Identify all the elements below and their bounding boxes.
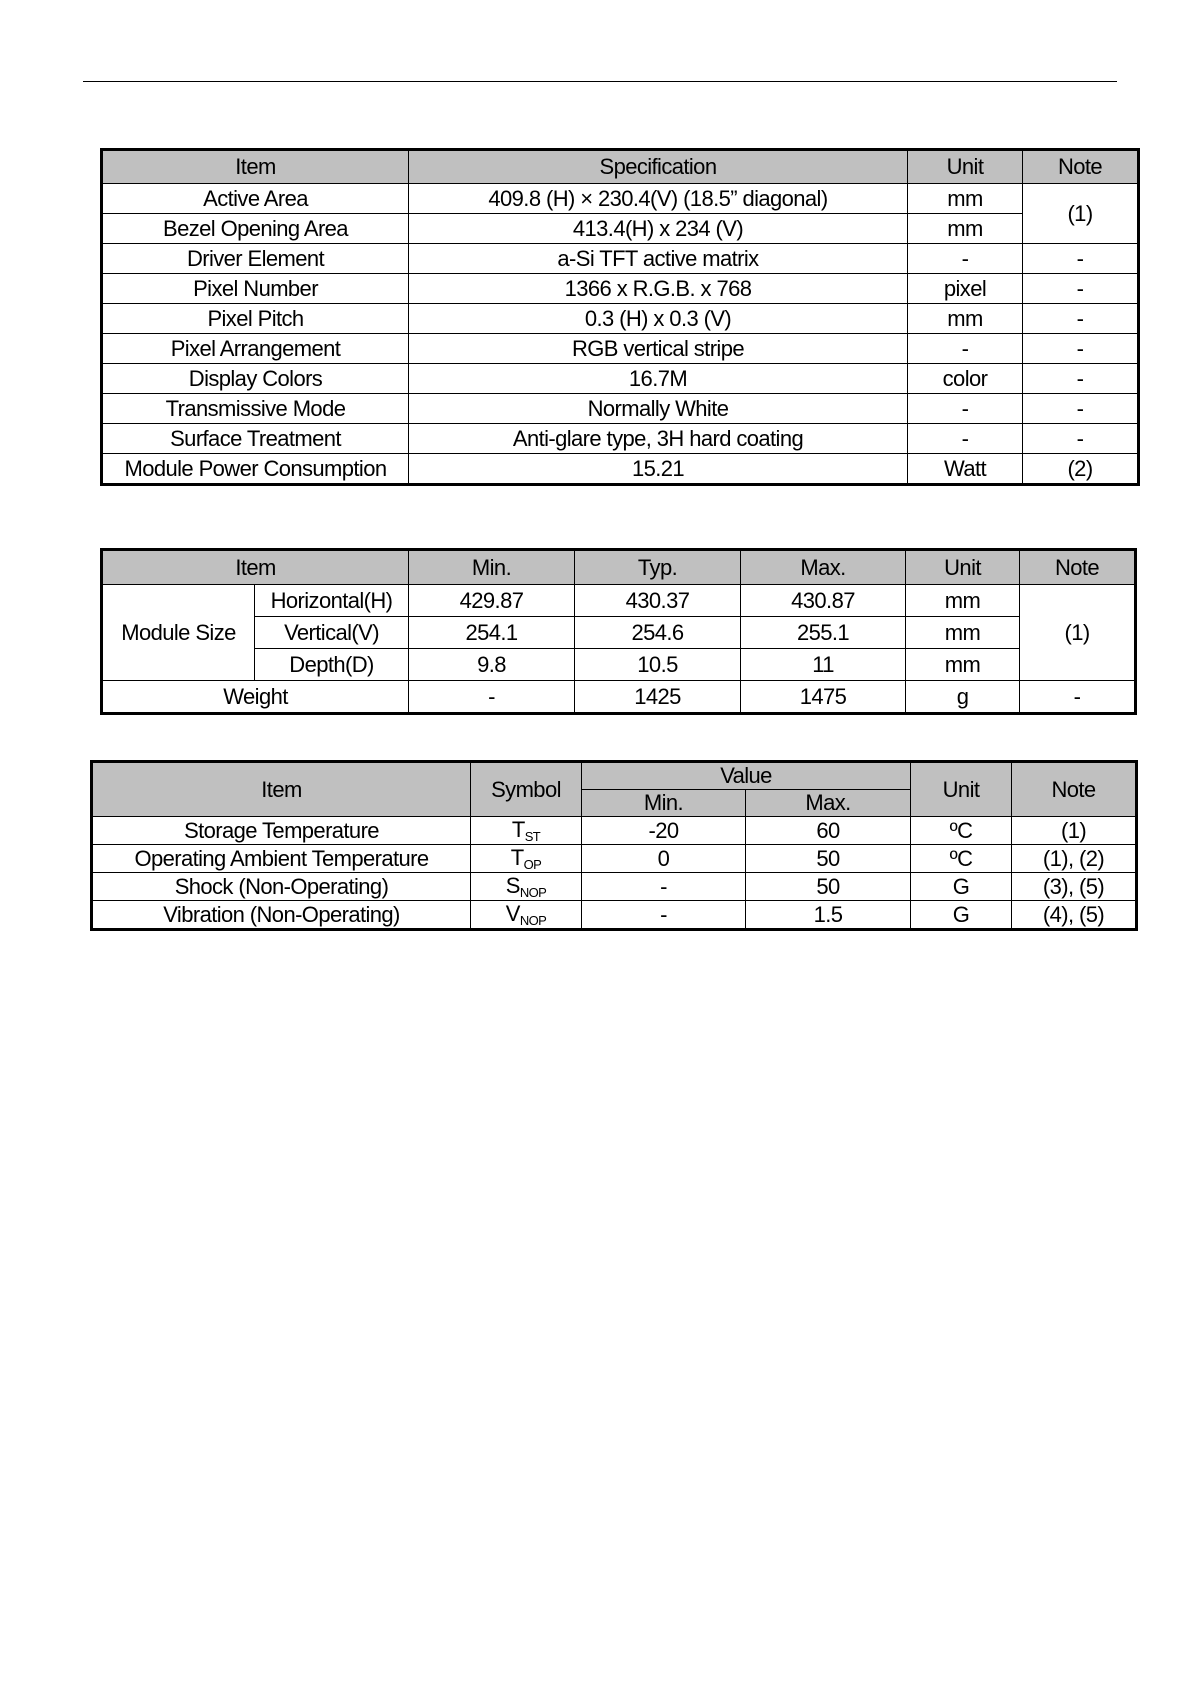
cell: 0 bbox=[582, 845, 746, 873]
cell: Bezel Opening Area bbox=[102, 214, 409, 244]
header-cell: Min. bbox=[409, 550, 575, 585]
cell: - bbox=[1023, 244, 1139, 274]
table-header-row bbox=[92, 762, 1137, 790]
header-cell: Unit bbox=[908, 150, 1023, 184]
group-note: (1) bbox=[1020, 585, 1136, 681]
cell: Normally White bbox=[409, 394, 908, 424]
cell: a-Si TFT active matrix bbox=[409, 244, 908, 274]
cell: Module Power Consumption bbox=[102, 454, 409, 485]
symbol-cell bbox=[471, 901, 582, 930]
table-row bbox=[102, 394, 1139, 424]
cell: 10.5 bbox=[575, 649, 741, 681]
symbol-cell bbox=[471, 817, 582, 845]
cell: - bbox=[1023, 394, 1139, 424]
table-row bbox=[102, 244, 1139, 274]
cell: color bbox=[908, 364, 1023, 394]
cell: (1) bbox=[1023, 184, 1139, 244]
cell: 254.1 bbox=[409, 617, 575, 649]
cell: Vertical(V) bbox=[255, 617, 409, 649]
table-row bbox=[102, 454, 1139, 485]
cell: Pixel Pitch bbox=[102, 304, 409, 334]
cell: - bbox=[582, 873, 746, 901]
cell: - bbox=[1023, 274, 1139, 304]
symbol-subscript: NOP bbox=[519, 885, 547, 900]
table-header-row bbox=[102, 150, 1139, 184]
cell: 429.87 bbox=[409, 585, 575, 617]
cell: - bbox=[1023, 304, 1139, 334]
cell: RGB vertical stripe bbox=[409, 334, 908, 364]
cell: - bbox=[908, 334, 1023, 364]
header-cell: Note bbox=[1020, 550, 1136, 585]
cell: Watt bbox=[908, 454, 1023, 485]
header-cell: Min. bbox=[582, 790, 746, 817]
cell: 413.4(H) x 234 (V) bbox=[409, 214, 908, 244]
cell: Storage Temperature bbox=[92, 817, 471, 845]
table-row bbox=[102, 184, 1139, 214]
cell: 50 bbox=[746, 845, 911, 873]
header-cell: Unit bbox=[906, 550, 1020, 585]
cell: - bbox=[1023, 364, 1139, 394]
display-spec-table bbox=[100, 148, 1140, 486]
cell: 1425 bbox=[575, 681, 741, 714]
cell: Transmissive Mode bbox=[102, 394, 409, 424]
table-row bbox=[92, 817, 1137, 845]
symbol: S bbox=[505, 873, 520, 898]
cell: Horizontal(H) bbox=[255, 585, 409, 617]
cell: Operating Ambient Temperature bbox=[92, 845, 471, 873]
cell: 9.8 bbox=[409, 649, 575, 681]
cell: 0.3 (H) x 0.3 (V) bbox=[409, 304, 908, 334]
cell: - bbox=[908, 394, 1023, 424]
cell: mm bbox=[908, 184, 1023, 214]
cell: 430.37 bbox=[575, 585, 741, 617]
symbol-cell bbox=[471, 873, 582, 901]
table-row bbox=[92, 873, 1137, 901]
table-row bbox=[102, 424, 1139, 454]
cell: (3), (5) bbox=[1012, 873, 1137, 901]
cell: Driver Element bbox=[102, 244, 409, 274]
header-cell: Specification bbox=[409, 150, 908, 184]
cell: - bbox=[908, 244, 1023, 274]
cell: ºC bbox=[911, 817, 1012, 845]
table-row bbox=[92, 845, 1137, 873]
table-header-row bbox=[102, 550, 1136, 585]
cell: - bbox=[409, 681, 575, 714]
cell: 15.21 bbox=[409, 454, 908, 485]
cell: - bbox=[908, 424, 1023, 454]
table-row bbox=[92, 901, 1137, 930]
cell: Active Area bbox=[102, 184, 409, 214]
cell: - bbox=[582, 901, 746, 930]
table-row bbox=[102, 364, 1139, 394]
cell: G bbox=[911, 901, 1012, 930]
header-cell: Max. bbox=[741, 550, 906, 585]
cell: Pixel Number bbox=[102, 274, 409, 304]
table-row bbox=[102, 617, 1136, 649]
cell: (2) bbox=[1023, 454, 1139, 485]
cell: Display Colors bbox=[102, 364, 409, 394]
symbol-subscript: NOP bbox=[519, 913, 547, 928]
cell: Anti-glare type, 3H hard coating bbox=[409, 424, 908, 454]
cell: 1366 x R.G.B. x 768 bbox=[409, 274, 908, 304]
table-row bbox=[102, 649, 1136, 681]
cell: G bbox=[911, 873, 1012, 901]
header-cell: Item bbox=[92, 762, 471, 817]
cell: 50 bbox=[746, 873, 911, 901]
cell: mm bbox=[906, 649, 1020, 681]
cell: - bbox=[1023, 334, 1139, 364]
symbol-subscript: OP bbox=[523, 857, 542, 872]
absolute-ratings-table bbox=[90, 760, 1138, 931]
symbol: T bbox=[511, 817, 525, 842]
cell: 409.8 (H) × 230.4(V) (18.5” diagonal) bbox=[409, 184, 908, 214]
cell: 254.6 bbox=[575, 617, 741, 649]
cell: 11 bbox=[741, 649, 906, 681]
symbol: V bbox=[505, 901, 520, 926]
cell: Vibration (Non-Operating) bbox=[92, 901, 471, 930]
cell: mm bbox=[906, 585, 1020, 617]
cell: Weight bbox=[102, 681, 409, 714]
header-cell: Max. bbox=[746, 790, 911, 817]
cell: - bbox=[1020, 681, 1136, 714]
header-cell: Typ. bbox=[575, 550, 741, 585]
table-row bbox=[102, 274, 1139, 304]
cell: mm bbox=[908, 214, 1023, 244]
cell: Pixel Arrangement bbox=[102, 334, 409, 364]
table-row-weight bbox=[102, 681, 1136, 714]
symbol-cell bbox=[471, 845, 582, 873]
table-row bbox=[102, 334, 1139, 364]
cell: 1.5 bbox=[746, 901, 911, 930]
table-row bbox=[102, 304, 1139, 334]
header-cell: Value bbox=[582, 762, 911, 790]
header-cell: Item bbox=[102, 150, 409, 184]
cell: 16.7M bbox=[409, 364, 908, 394]
cell: 60 bbox=[746, 817, 911, 845]
mechanical-spec-table bbox=[100, 548, 1137, 715]
cell: mm bbox=[906, 617, 1020, 649]
symbol: T bbox=[510, 845, 524, 870]
cell: Surface Treatment bbox=[102, 424, 409, 454]
cell: (1), (2) bbox=[1012, 845, 1137, 873]
cell: 255.1 bbox=[741, 617, 906, 649]
cell: g bbox=[906, 681, 1020, 714]
cell: 1475 bbox=[741, 681, 906, 714]
header-cell: Symbol bbox=[471, 762, 582, 817]
symbol-subscript: ST bbox=[524, 829, 541, 844]
header-cell: Item bbox=[102, 550, 409, 585]
cell: Shock (Non-Operating) bbox=[92, 873, 471, 901]
cell: ºC bbox=[911, 845, 1012, 873]
header-cell: Unit bbox=[911, 762, 1012, 817]
cell: pixel bbox=[908, 274, 1023, 304]
cell: - bbox=[1023, 424, 1139, 454]
cell: -20 bbox=[582, 817, 746, 845]
cell: 430.87 bbox=[741, 585, 906, 617]
cell: (1) bbox=[1012, 817, 1137, 845]
cell: Depth(D) bbox=[255, 649, 409, 681]
cell: mm bbox=[908, 304, 1023, 334]
group-label: Module Size bbox=[102, 585, 255, 681]
header-cell: Note bbox=[1023, 150, 1139, 184]
header-rule bbox=[83, 81, 1117, 82]
table-row bbox=[102, 585, 1136, 617]
cell: (4), (5) bbox=[1012, 901, 1137, 930]
table-row bbox=[102, 214, 1139, 244]
header-cell: Note bbox=[1012, 762, 1137, 817]
